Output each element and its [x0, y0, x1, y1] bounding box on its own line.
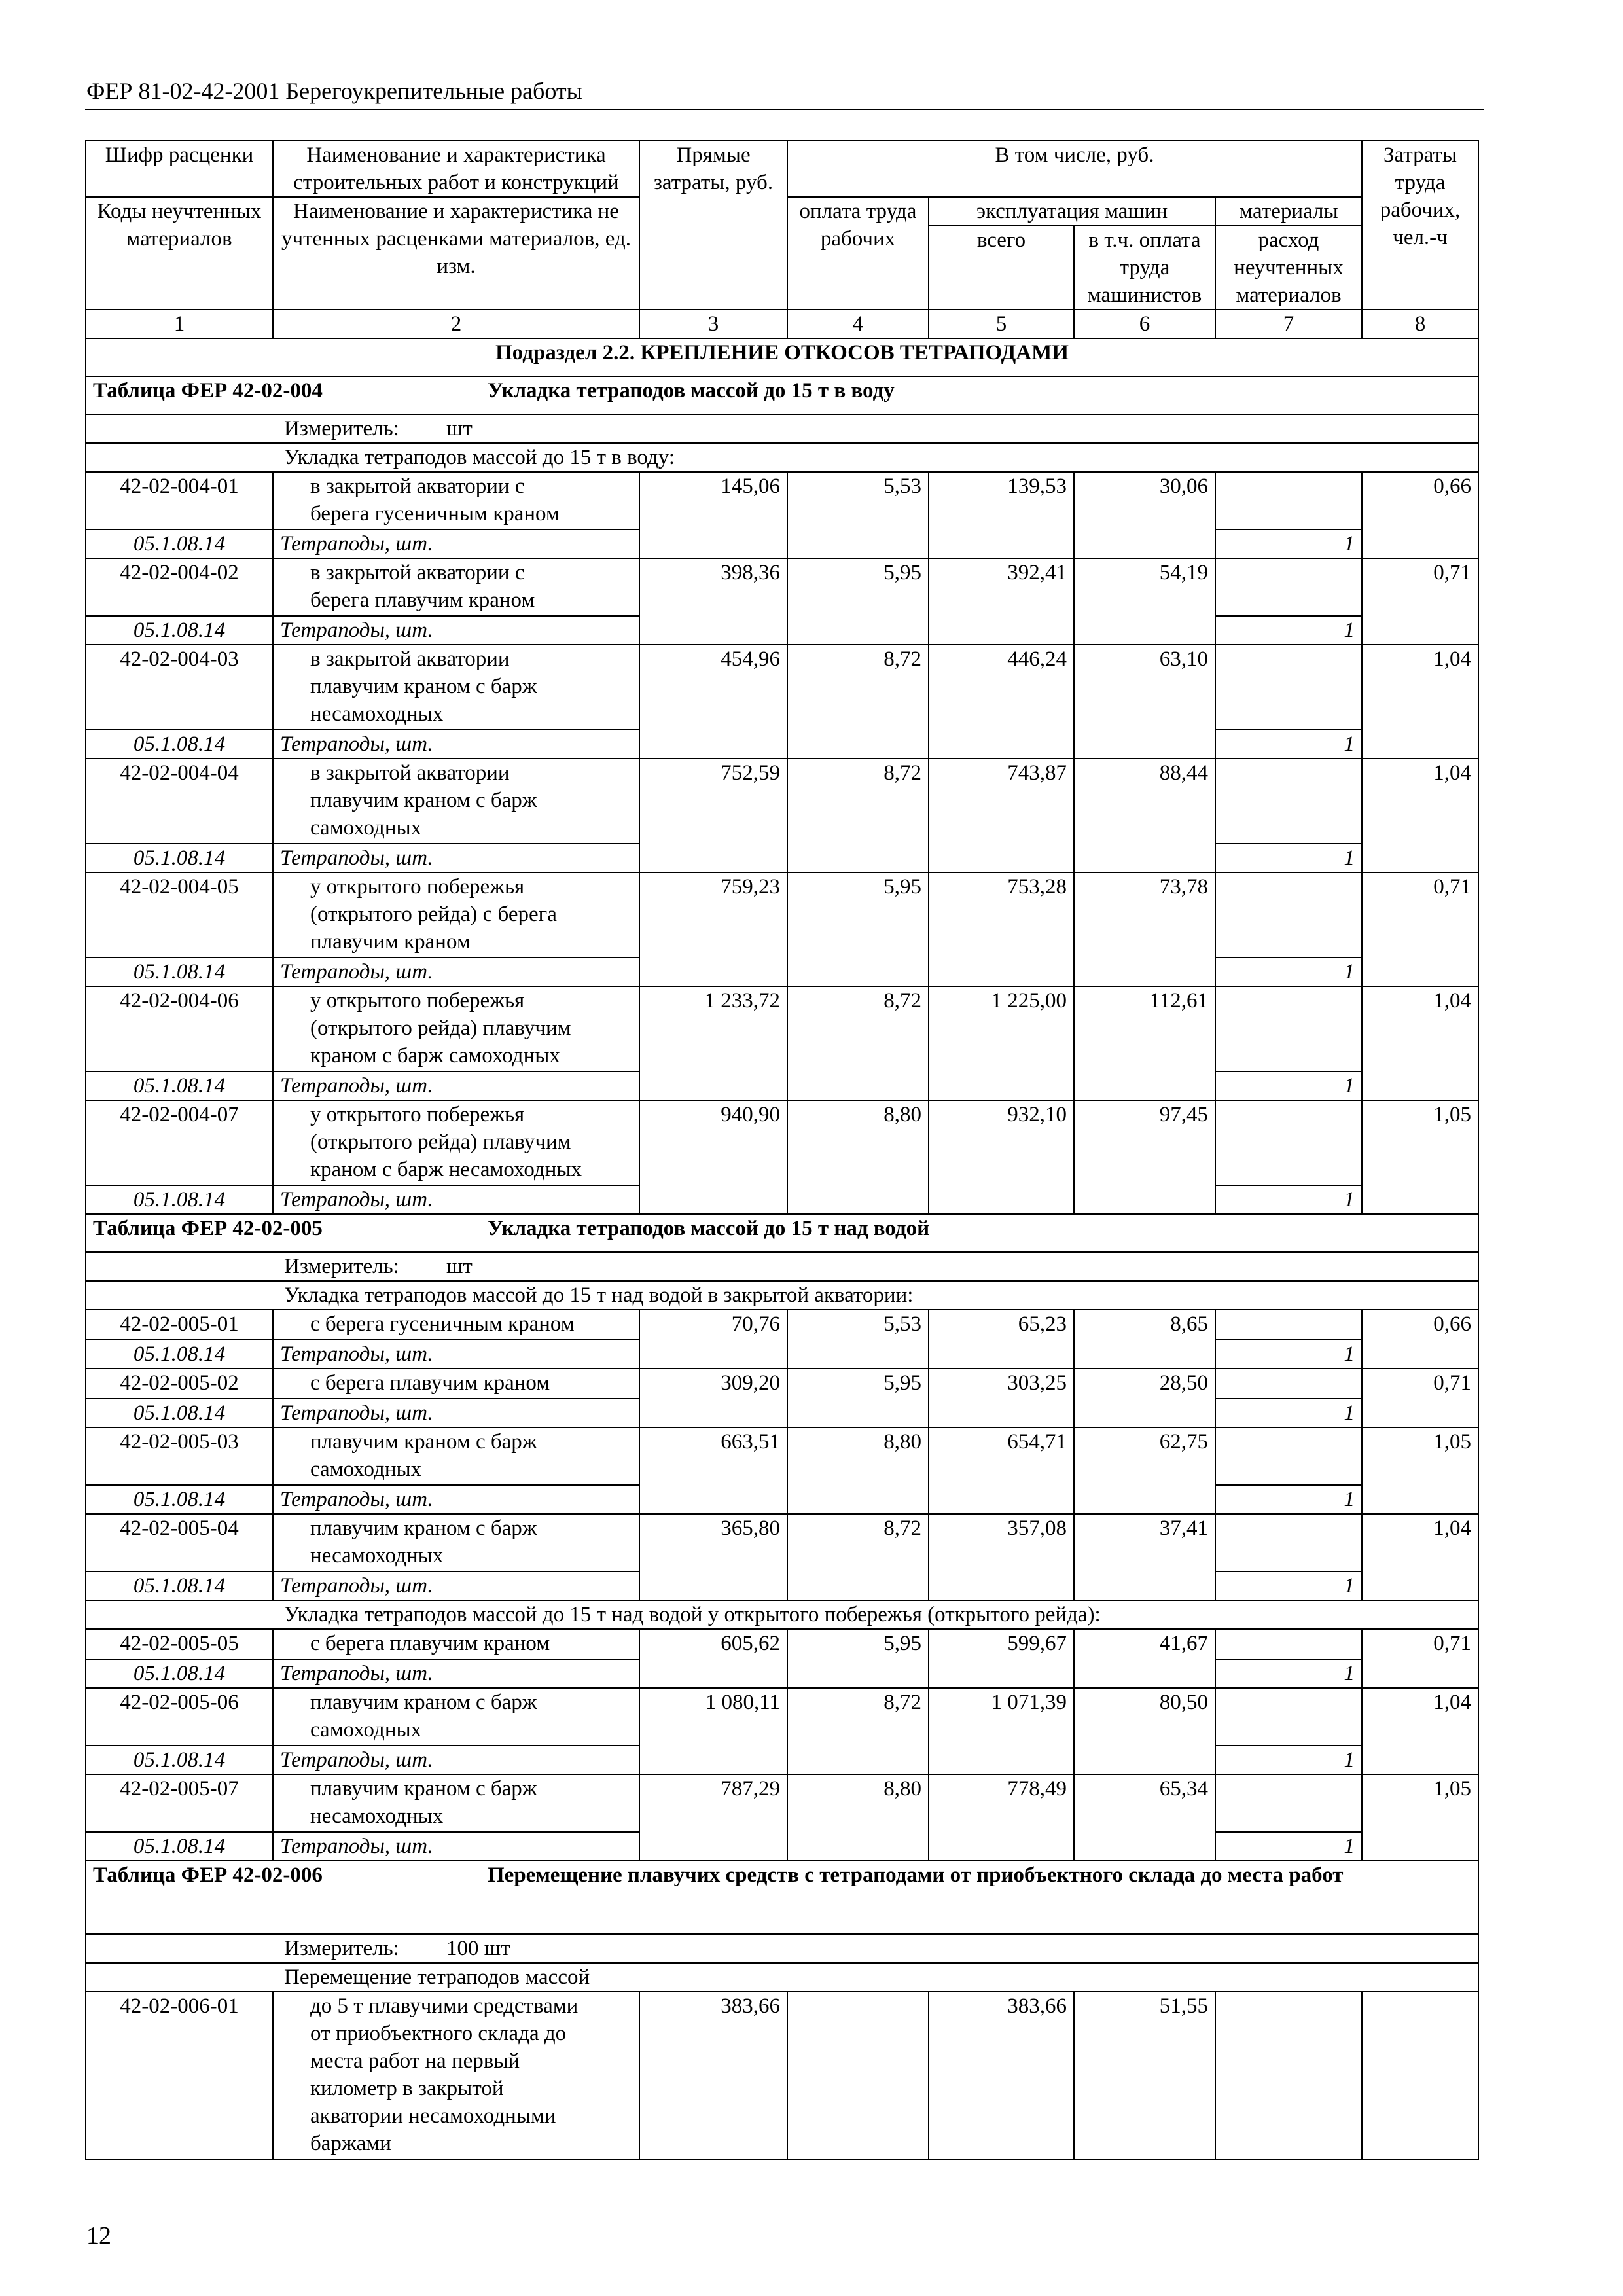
- labor-cost: 0,71: [1362, 558, 1478, 645]
- machinist-wages: 8,65: [1074, 1310, 1215, 1369]
- material-name: Тетраподы, шт.: [273, 529, 639, 558]
- col-labor-header: Затраты труда рабочих, чел.-ч: [1362, 141, 1478, 310]
- rates-table: [85, 140, 1479, 2160]
- col-direct-header: Прямые затраты, руб.: [639, 141, 787, 310]
- page-header: ФЕР 81-02-42-2001 Берегоукрепительные работы: [86, 78, 582, 104]
- rate-name: [273, 1100, 639, 1185]
- rate-name-line: от приобъектного склада до: [310, 2022, 567, 2045]
- machinist-wages: 28,50: [1074, 1369, 1215, 1427]
- machinist-wages: 112,61: [1074, 986, 1215, 1100]
- col-number: 6: [1074, 310, 1215, 338]
- material-code: 05.1.08.14: [86, 1399, 273, 1427]
- material-code: 05.1.08.14: [86, 1746, 273, 1774]
- wages-cost: 5,95: [787, 1369, 929, 1427]
- labor-cost: 1,05: [1362, 1100, 1478, 1214]
- machines-cost: 1 225,00: [929, 986, 1074, 1100]
- material-name: Тетраподы, шт.: [273, 1571, 639, 1600]
- col-number: 2: [273, 310, 639, 338]
- material-code: 05.1.08.14: [86, 730, 273, 759]
- col-number: 7: [1215, 310, 1362, 338]
- material-code: 05.1.08.14: [86, 529, 273, 558]
- group-subtitle: Укладка тетраподов массой до 15 т над водой у открытого побережья (открытого рейда):: [86, 1600, 1478, 1629]
- rate-code: 42-02-005-02: [86, 1369, 273, 1399]
- machinist-wages: 51,55: [1074, 1992, 1215, 2159]
- machinist-wages: 37,41: [1074, 1514, 1215, 1600]
- table-title-row: [86, 1861, 1478, 1934]
- rate-name: [273, 472, 639, 529]
- table-row: [86, 472, 1478, 529]
- rate-code: 42-02-005-07: [86, 1774, 273, 1832]
- col-machines-total-header: всего: [929, 226, 1074, 310]
- subtitle-row: [86, 443, 1478, 472]
- machines-cost: 65,23: [929, 1310, 1074, 1369]
- col-incl-header: В том числе, руб.: [787, 141, 1362, 197]
- rate-name-line: плавучим краном с барж: [310, 1691, 537, 1714]
- rate-name-line: (открытого рейда) плавучим: [310, 1130, 571, 1154]
- table-row: [86, 1427, 1478, 1485]
- page-number: 12: [86, 2222, 111, 2250]
- rate-code: 42-02-006-01: [86, 1992, 273, 2159]
- machines-cost: 654,71: [929, 1427, 1074, 1514]
- subtitle-row: [86, 1600, 1478, 1629]
- direct-cost: 365,80: [639, 1514, 787, 1600]
- col-number: 8: [1362, 310, 1478, 338]
- rate-name: [273, 1427, 639, 1485]
- material-name: Тетраподы, шт.: [273, 730, 639, 759]
- table-row: [86, 1100, 1478, 1185]
- col-matcode-header: Коды неучтенных материалов: [86, 197, 273, 310]
- machines-cost: 303,25: [929, 1369, 1074, 1427]
- table-row: [86, 1992, 1478, 2159]
- rate-name: [273, 1514, 639, 1571]
- rate-code: 42-02-004-02: [86, 558, 273, 616]
- material-name: Тетраподы, шт.: [273, 844, 639, 872]
- materials-empty: [1215, 645, 1362, 730]
- col-wages-header: оплата труда рабочих: [787, 197, 929, 310]
- rate-name-line: с берега плавучим краном: [310, 1632, 550, 1655]
- subtitle-row: [86, 1281, 1478, 1310]
- rate-name: [273, 759, 639, 844]
- rate-name: [273, 558, 639, 616]
- materials-empty: [1215, 1310, 1362, 1340]
- direct-cost: 759,23: [639, 872, 787, 986]
- table-code: Таблица ФЕР 42-02-005: [93, 1217, 323, 1240]
- meter-row: [86, 414, 1478, 443]
- machines-cost: 743,87: [929, 759, 1074, 872]
- labor-cost: 1,04: [1362, 1688, 1478, 1774]
- labor-cost: 1,05: [1362, 1774, 1478, 1861]
- material-code: 05.1.08.14: [86, 1340, 273, 1369]
- table-code: Таблица ФЕР 42-02-004: [93, 379, 323, 403]
- material-code: 05.1.08.14: [86, 616, 273, 645]
- machinist-wages: 30,06: [1074, 472, 1215, 558]
- material-name: Тетраподы, шт.: [273, 616, 639, 645]
- rate-name-line: плавучим краном с барж: [310, 1777, 537, 1801]
- col-materials-header: материалы: [1215, 197, 1362, 226]
- rate-name-line: с берега плавучим краном: [310, 1371, 550, 1395]
- direct-cost: 940,90: [639, 1100, 787, 1214]
- table-row: [86, 986, 1478, 1071]
- table-row: [86, 1310, 1478, 1340]
- machines-cost: 357,08: [929, 1514, 1074, 1600]
- col-matname-header: Наименование и характеристика не учтенных расценками материалов, ед. изм.: [273, 197, 639, 310]
- materials-empty: [1215, 759, 1362, 844]
- table-row: [86, 1514, 1478, 1571]
- rate-name-line: берега плавучим краном: [310, 588, 535, 612]
- machines-cost: 599,67: [929, 1629, 1074, 1688]
- direct-cost: 309,20: [639, 1369, 787, 1427]
- table-row: [86, 1629, 1478, 1659]
- materials-empty: [1215, 558, 1362, 616]
- rate-name-line: в закрытой акватории: [310, 647, 510, 671]
- material-qty: 1: [1215, 1485, 1362, 1514]
- rate-name: [273, 1774, 639, 1832]
- machines-cost: 392,41: [929, 558, 1074, 645]
- rate-code: 42-02-004-04: [86, 759, 273, 844]
- table-desc: Перемещение плавучих средств с тетраподами от приобъектного склада до места работ: [488, 1863, 1344, 1887]
- rate-name-line: в закрытой акватории: [310, 761, 510, 785]
- table-row: [86, 645, 1478, 730]
- table-title-row: [86, 376, 1478, 414]
- machines-cost: 446,24: [929, 645, 1074, 759]
- rate-name-line: баржами: [310, 2132, 391, 2155]
- material-code: 05.1.08.14: [86, 1071, 273, 1100]
- col-number: 3: [639, 310, 787, 338]
- materials-empty: [1215, 1369, 1362, 1399]
- wages-cost: 5,95: [787, 872, 929, 986]
- table-row: [86, 558, 1478, 616]
- wages-cost: 8,80: [787, 1100, 929, 1214]
- col-name-header: Наименование и характеристика строительных работ и конструкций: [273, 141, 639, 197]
- rate-name-line: краном с барж самоходных: [310, 1044, 560, 1067]
- material-code: 05.1.08.14: [86, 1659, 273, 1688]
- machines-cost: 932,10: [929, 1100, 1074, 1214]
- machines-cost: 139,53: [929, 472, 1074, 558]
- direct-cost: 663,51: [639, 1427, 787, 1514]
- meter-unit: 100 шт: [446, 1937, 510, 1960]
- table-row: [86, 759, 1478, 844]
- material-name: Тетраподы, шт.: [273, 1399, 639, 1427]
- rate-code: 42-02-004-07: [86, 1100, 273, 1185]
- rate-name-line: километр в закрытой: [310, 2077, 504, 2100]
- material-code: 05.1.08.14: [86, 1485, 273, 1514]
- machines-cost: 778,49: [929, 1774, 1074, 1861]
- machines-cost: 1 071,39: [929, 1688, 1074, 1774]
- rate-code: 42-02-004-01: [86, 472, 273, 529]
- table-row: [86, 872, 1478, 958]
- rate-name-line: у открытого побережья: [310, 989, 525, 1013]
- material-name: Тетраподы, шт.: [273, 1485, 639, 1514]
- direct-cost: 454,96: [639, 645, 787, 759]
- wages-cost: 5,53: [787, 472, 929, 558]
- materials-empty: [1215, 1629, 1362, 1659]
- rate-name-line: самоходных: [310, 816, 422, 840]
- direct-cost: 398,36: [639, 558, 787, 645]
- rate-name-line: плавучим краном: [310, 930, 471, 954]
- direct-cost: 70,76: [639, 1310, 787, 1369]
- material-qty: 1: [1215, 1832, 1362, 1861]
- rate-name-line: у открытого побережья: [310, 1103, 525, 1126]
- material-qty: 1: [1215, 1571, 1362, 1600]
- rate-name-line: акватории несамоходными: [310, 2104, 556, 2128]
- rate-name-line: плавучим краном с барж: [310, 1516, 537, 1540]
- wages-cost: 8,80: [787, 1774, 929, 1861]
- labor-cost: 1,04: [1362, 1514, 1478, 1600]
- machinist-wages: 88,44: [1074, 759, 1215, 872]
- wages-cost: 8,80: [787, 1427, 929, 1514]
- col-machines-header: эксплуатация машин: [929, 197, 1215, 226]
- labor-cost: [1362, 1992, 1478, 2159]
- material-code: 05.1.08.14: [86, 844, 273, 872]
- materials-empty: [1215, 1774, 1362, 1832]
- wages-cost: 5,95: [787, 1629, 929, 1688]
- wages-cost: 8,72: [787, 986, 929, 1100]
- wages-cost: 8,72: [787, 759, 929, 872]
- machinist-wages: 65,34: [1074, 1774, 1215, 1861]
- material-qty: 1: [1215, 844, 1362, 872]
- labor-cost: 0,66: [1362, 1310, 1478, 1369]
- rate-name-line: плавучим краном с барж: [310, 675, 537, 698]
- rate-name-line: плавучим краном с барж: [310, 1430, 537, 1454]
- material-name: Тетраподы, шт.: [273, 1832, 639, 1861]
- material-qty: 1: [1215, 1340, 1362, 1369]
- rate-name-line: несамоходных: [310, 702, 444, 726]
- material-qty: 1: [1215, 1185, 1362, 1214]
- meter: [86, 414, 1478, 443]
- rate-name: [273, 1688, 639, 1746]
- rate-name-line: до 5 т плавучими средствами: [310, 1994, 579, 2018]
- rate-name-line: плавучим краном с барж: [310, 789, 537, 812]
- material-name: Тетраподы, шт.: [273, 1185, 639, 1214]
- col-code-header: Шифр расценки: [86, 141, 273, 197]
- table-desc: Укладка тетраподов массой до 15 т над водой: [488, 1217, 930, 1240]
- material-qty: 1: [1215, 1746, 1362, 1774]
- machinist-wages: 54,19: [1074, 558, 1215, 645]
- rate-name-line: самоходных: [310, 1718, 422, 1742]
- material-name: Тетраподы, шт.: [273, 958, 639, 986]
- meter-label: Измеритель:: [284, 1937, 399, 1960]
- meter: [86, 1934, 1478, 1963]
- rate-code: 42-02-004-06: [86, 986, 273, 1071]
- materials-empty: [1215, 1688, 1362, 1746]
- table-title: [86, 376, 1478, 414]
- rate-name-line: в закрытой акватории с: [310, 561, 525, 584]
- materials-empty: [1215, 472, 1362, 529]
- materials-empty: [1215, 1100, 1362, 1185]
- rate-code: 42-02-005-06: [86, 1688, 273, 1746]
- group-subtitle: Укладка тетраподов массой до 15 т в воду:: [86, 443, 1478, 472]
- meter-unit: шт: [446, 417, 473, 440]
- material-qty: 1: [1215, 1659, 1362, 1688]
- rate-name-line: краном с барж несамоходных: [310, 1158, 582, 1181]
- material-code: 05.1.08.14: [86, 1185, 273, 1214]
- col-machines-wages-header: в т.ч. оплата труда машинистов: [1074, 226, 1215, 310]
- labor-cost: 0,71: [1362, 1629, 1478, 1688]
- wages-cost: [787, 1992, 929, 2159]
- materials-empty: [1215, 1427, 1362, 1485]
- labor-cost: 1,04: [1362, 759, 1478, 872]
- direct-cost: 787,29: [639, 1774, 787, 1861]
- rate-name: [273, 986, 639, 1071]
- table-row: [86, 1369, 1478, 1399]
- rate-code: 42-02-005-04: [86, 1514, 273, 1571]
- rate-name: [273, 1310, 639, 1340]
- rate-name: [273, 645, 639, 730]
- material-qty: 1: [1215, 958, 1362, 986]
- rate-name-line: места работ на первый: [310, 2049, 520, 2073]
- rate-name-line: самоходных: [310, 1458, 422, 1481]
- rate-name: [273, 872, 639, 958]
- col-number: 1: [86, 310, 273, 338]
- col-number: 5: [929, 310, 1074, 338]
- labor-cost: 1,04: [1362, 986, 1478, 1100]
- direct-cost: 383,66: [639, 1992, 787, 2159]
- rate-name-line: в закрытой акватории с: [310, 475, 525, 498]
- rate-code: 42-02-005-01: [86, 1310, 273, 1340]
- machines-cost: 753,28: [929, 872, 1074, 986]
- direct-cost: 145,06: [639, 472, 787, 558]
- materials-empty: [1215, 1992, 1362, 2159]
- wages-cost: 8,72: [787, 1688, 929, 1774]
- rate-name-line: у открытого побережья: [310, 875, 525, 899]
- table-row: [86, 1688, 1478, 1746]
- table-title: [86, 1861, 1478, 1934]
- rate-name-line: несамоходных: [310, 1804, 444, 1828]
- wages-cost: 8,72: [787, 1514, 929, 1600]
- labor-cost: 0,71: [1362, 872, 1478, 986]
- direct-cost: 1 080,11: [639, 1688, 787, 1774]
- wages-cost: 5,53: [787, 1310, 929, 1369]
- materials-empty: [1215, 872, 1362, 958]
- rate-code: 42-02-005-03: [86, 1427, 273, 1485]
- meter-row: [86, 1934, 1478, 1963]
- material-qty: 1: [1215, 730, 1362, 759]
- section-title: Подраздел 2.2. КРЕПЛЕНИЕ ОТКОСОВ ТЕТРАПОДАМИ: [86, 338, 1478, 376]
- materials-empty: [1215, 986, 1362, 1071]
- rate-name-line: (открытого рейда) с берега: [310, 903, 557, 926]
- rate-name: [273, 1629, 639, 1659]
- labor-cost: 0,66: [1362, 472, 1478, 558]
- meter-unit: шт: [446, 1255, 473, 1278]
- material-name: Тетраподы, шт.: [273, 1746, 639, 1774]
- rate-name-line: несамоходных: [310, 1544, 444, 1568]
- table-row: [86, 1774, 1478, 1832]
- meter: [86, 1252, 1478, 1281]
- rate-name-line: берега гусеничным краном: [310, 502, 560, 526]
- rate-code: 42-02-004-03: [86, 645, 273, 730]
- group-subtitle: Перемещение тетраподов массой: [86, 1963, 1478, 1992]
- material-qty: 1: [1215, 529, 1362, 558]
- machinist-wages: 97,45: [1074, 1100, 1215, 1214]
- material-code: 05.1.08.14: [86, 1571, 273, 1600]
- material-name: Тетраподы, шт.: [273, 1071, 639, 1100]
- material-qty: 1: [1215, 1071, 1362, 1100]
- machines-cost: 383,66: [929, 1992, 1074, 2159]
- group-subtitle: Укладка тетраподов массой до 15 т над водой в закрытой акватории:: [86, 1281, 1478, 1310]
- machinist-wages: 73,78: [1074, 872, 1215, 986]
- material-name: Тетраподы, шт.: [273, 1340, 639, 1369]
- direct-cost: 1 233,72: [639, 986, 787, 1100]
- rate-name-line: (открытого рейда) плавучим: [310, 1016, 571, 1040]
- material-qty: 1: [1215, 616, 1362, 645]
- material-qty: 1: [1215, 1399, 1362, 1427]
- materials-empty: [1215, 1514, 1362, 1571]
- material-name: Тетраподы, шт.: [273, 1659, 639, 1688]
- table-code: Таблица ФЕР 42-02-006: [93, 1863, 323, 1887]
- table-title: [86, 1214, 1478, 1252]
- machinist-wages: 41,67: [1074, 1629, 1215, 1688]
- machinist-wages: 80,50: [1074, 1688, 1215, 1774]
- subtitle-row: [86, 1963, 1478, 1992]
- rate-code: 42-02-004-05: [86, 872, 273, 958]
- labor-cost: 1,05: [1362, 1427, 1478, 1514]
- table-desc: Укладка тетраподов массой до 15 т в воду: [488, 379, 895, 403]
- meter-label: Измеритель:: [284, 1255, 399, 1278]
- meter-row: [86, 1252, 1478, 1281]
- machinist-wages: 63,10: [1074, 645, 1215, 759]
- direct-cost: 605,62: [639, 1629, 787, 1688]
- material-code: 05.1.08.14: [86, 1832, 273, 1861]
- machinist-wages: 62,75: [1074, 1427, 1215, 1514]
- meter-label: Измеритель:: [284, 417, 399, 440]
- direct-cost: 752,59: [639, 759, 787, 872]
- rate-name: [273, 1992, 639, 2159]
- header-rule: [85, 109, 1484, 110]
- labor-cost: 0,71: [1362, 1369, 1478, 1427]
- table-title-row: [86, 1214, 1478, 1252]
- wages-cost: 8,72: [787, 645, 929, 759]
- wages-cost: 5,95: [787, 558, 929, 645]
- col-number: 4: [787, 310, 929, 338]
- col-materials-sub-header: расход неучтенных материалов: [1215, 226, 1362, 310]
- rate-code: 42-02-005-05: [86, 1629, 273, 1659]
- rate-name: [273, 1369, 639, 1399]
- labor-cost: 1,04: [1362, 645, 1478, 759]
- rate-name-line: с берега гусеничным краном: [310, 1312, 575, 1336]
- material-code: 05.1.08.14: [86, 958, 273, 986]
